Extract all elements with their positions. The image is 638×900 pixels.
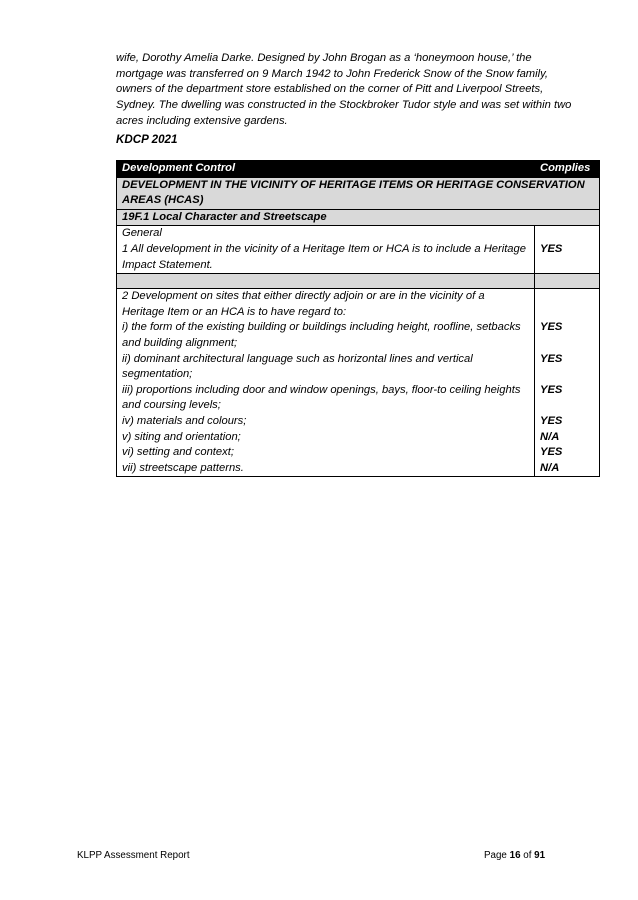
page-of: of [523,850,532,861]
point-complies: N/A [540,461,560,474]
point-complies: YES [540,414,563,427]
item2-intro: 2 Development on sites that either directly adjoin or are in the vicinity of a Heritage Item or an HCA is to have regard to: [122,290,485,318]
complies-cell [535,289,600,477]
subsection-title: 19F.1 Local Character and Streetscape [117,209,600,226]
col-header-development-control: Development Control [117,161,535,178]
control-cell [117,289,535,477]
control-cell [117,226,535,274]
point-text: vi) setting and context; [122,446,234,459]
table-row [117,289,600,477]
footer-report-name: KLPP Assessment Report [77,850,190,861]
page-total: 91 [534,850,546,861]
complies-cell [535,226,600,274]
point-complies: YES [540,446,563,459]
blank-row [117,274,600,289]
page-current: 16 [509,850,521,861]
subsection-title-row [117,209,600,226]
section-title: DEVELOPMENT IN THE VICINITY OF HERITAGE ITEMS OR HERITAGE CONSERVATION AREAS (HCAS) [117,177,600,209]
table-header-row [117,161,600,178]
section-title-row [117,177,600,209]
intro-paragraph [116,51,576,130]
item1-complies: YES [540,242,563,255]
point-complies: YES [540,383,563,396]
point-text: iii) proportions including door and window openings, bays, floor-to ceiling heights and coursing levels; [122,383,521,412]
blank-cell [535,274,600,289]
development-control-table [116,160,600,477]
point-text: i) the form of the existing building or buildings including height, roofline, setbacks and building alignment; [122,321,521,349]
point-text: iv) materials and colours; [122,414,247,427]
point-complies: YES [540,321,563,334]
page-label: Page [484,850,507,861]
col-header-complies: Complies [535,161,600,178]
footer-page-number [484,850,545,861]
section-heading: KDCP 2021 [116,133,178,146]
point-text: ii) dominant architectural language such as horizontal lines and vertical segmentation; [122,352,473,381]
point-complies: YES [540,352,563,365]
item1-text: 1 All development in the vicinity of a Heritage Item or HCA is to include a Heritage Impact Statement. [122,242,526,271]
intro-text: wife, Dorothy Amelia Darke. Designed by John Brogan as a ‘honeymoon house,’ the mortgage was transferred on 9 March 1942 to John Frederick Snow of the Snow family, owners of the department store established on the corner of Pitt and Liverpool Streets, Sydney. The dwelling was constructed in the Stockbroker Tudor style and was set within two acres including extensive gardens. [116,52,572,127]
point-complies: N/A [540,430,560,443]
point-text: v) siting and orientation; [122,430,241,443]
point-text: vii) streetscape patterns. [122,461,244,474]
general-label: General [122,227,162,240]
blank-cell [117,274,535,289]
table-row [117,226,600,274]
